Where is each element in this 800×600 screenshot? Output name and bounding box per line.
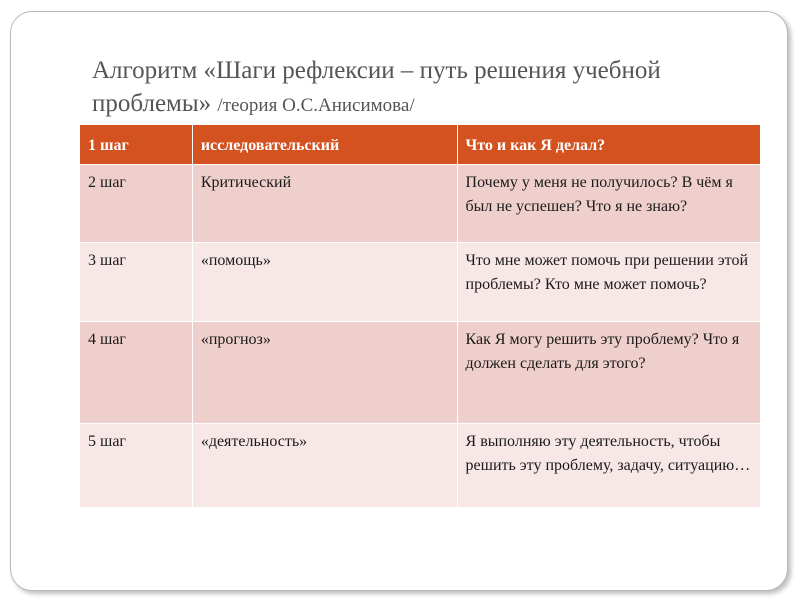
cell-question: Что мне может помочь при решении этой проблемы? Кто мне может помочь? (457, 243, 760, 322)
cell-step: 3 шаг (80, 243, 193, 322)
header-cell-type: исследовательский (192, 125, 457, 165)
reflection-steps-table (79, 124, 761, 508)
table-header-row (80, 125, 761, 165)
cell-step: 5 шаг (80, 424, 193, 508)
table-row (80, 424, 761, 508)
cell-question: Я выполняю эту деятельность, чтобы решить эту проблему, задачу, ситуацию… (457, 424, 760, 508)
cell-type: Критический (192, 165, 457, 243)
slide-title-block (92, 54, 742, 122)
table-row (80, 165, 761, 243)
cell-step: 4 шаг (80, 322, 193, 424)
header-cell-question: Что и как Я делал? (457, 125, 760, 165)
header-cell-step: 1 шаг (80, 125, 193, 165)
cell-type: «деятельность» (192, 424, 457, 508)
slide-subtitle: /теория О.С.Анисимова/ (217, 95, 415, 116)
cell-question: Как Я могу решить эту проблему? Что я должен сделать для этого? (457, 322, 760, 424)
cell-type: «помощь» (192, 243, 457, 322)
table-row (80, 243, 761, 322)
cell-step: 2 шаг (80, 165, 193, 243)
cell-question: Почему у меня не получилось? В чём я был не успешен? Что я не знаю? (457, 165, 760, 243)
slide-title: Алгоритм «Шаги рефлексии – путь решения учебной проблемы» (92, 57, 661, 117)
cell-type: «прогноз» (192, 322, 457, 424)
table-row (80, 322, 761, 424)
